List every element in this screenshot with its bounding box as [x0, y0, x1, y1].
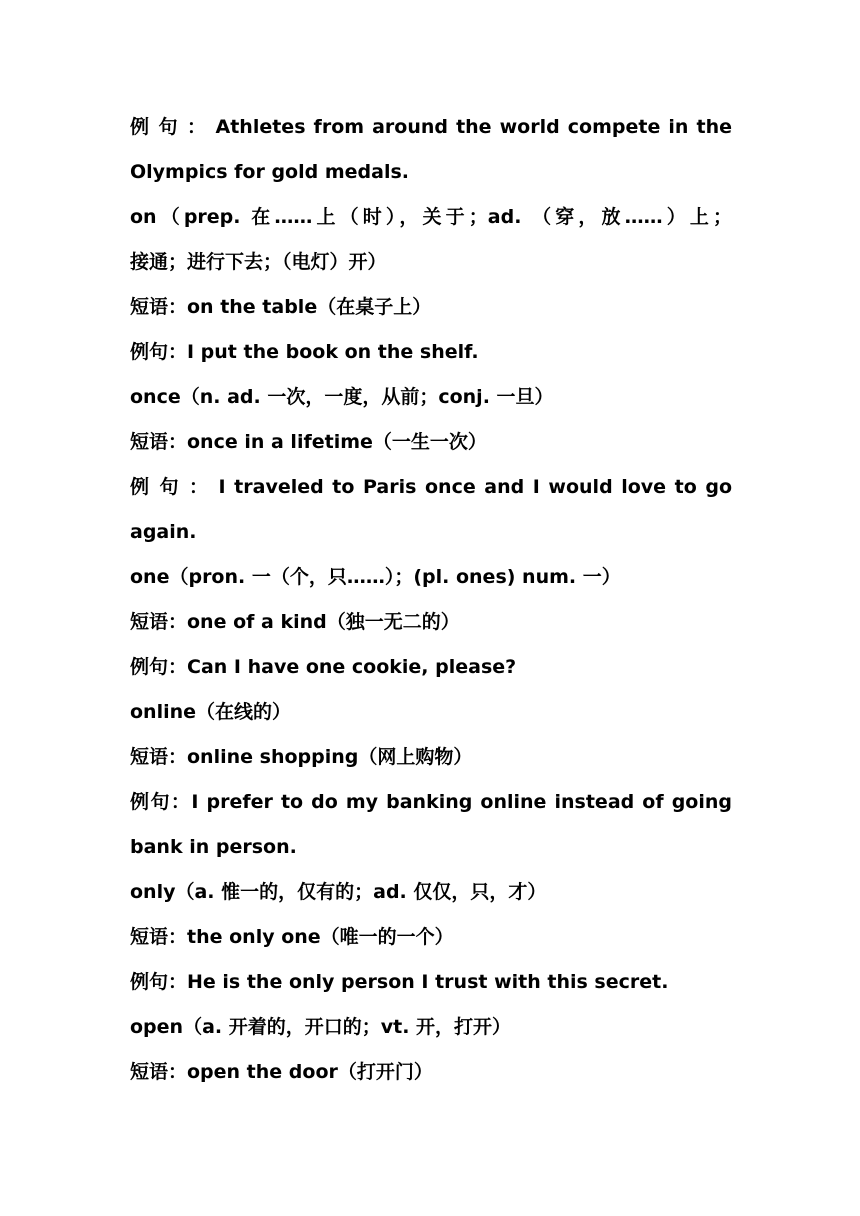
- word-entry-on-continued: 接通；进行下去；（电灯）开）: [130, 251, 387, 273]
- example-once: 例 句 ： I traveled to Paris once and I would love to go: [130, 476, 732, 498]
- example-once-continued: again.: [130, 521, 197, 543]
- word-entry-only: only（a. 惟一的，仅有的；ad. 仅仅，只，才）: [130, 881, 547, 903]
- phrase-one: 短语：one of a kind（独一无二的）: [130, 611, 460, 633]
- word-entry-once: once（n. ad. 一次，一度，从前；conj. 一旦）: [130, 386, 554, 408]
- example-only: 例句：He is the only person I trust with this secret.: [130, 971, 669, 993]
- phrase-open: 短语：open the door（打开门）: [130, 1061, 433, 1083]
- example-sentence: 例 句 ： Athletes from around the world compete in the: [130, 116, 732, 138]
- example-on: 例句：I put the book on the shelf.: [130, 341, 479, 363]
- phrase-online: 短语：online shopping（网上购物）: [130, 746, 473, 768]
- word-entry-online: online（在线的）: [130, 701, 292, 723]
- document-page: [130, 105, 732, 1095]
- example-online-continued: bank in person.: [130, 836, 297, 858]
- example-sentence-continued: Olympics for gold medals.: [130, 161, 409, 183]
- phrase-once: 短语：once in a lifetime（一生一次）: [130, 431, 487, 453]
- word-entry-one: one（pron. 一（个，只……）；(pl. ones) num. 一）: [130, 566, 621, 588]
- example-one: 例句：Can I have one cookie, please?: [130, 656, 517, 678]
- phrase-on: 短语：on the table（在桌子上）: [130, 296, 432, 318]
- word-entry-open: open（a. 开着的，开口的；vt. 开，打开）: [130, 1016, 512, 1038]
- phrase-only: 短语：the only one（唯一的一个）: [130, 926, 454, 948]
- example-online: 例句：I prefer to do my banking online instead of going: [130, 791, 732, 813]
- word-entry-on: on（prep. 在……上（时），关于；ad. （穿，放……）上；: [130, 206, 732, 228]
